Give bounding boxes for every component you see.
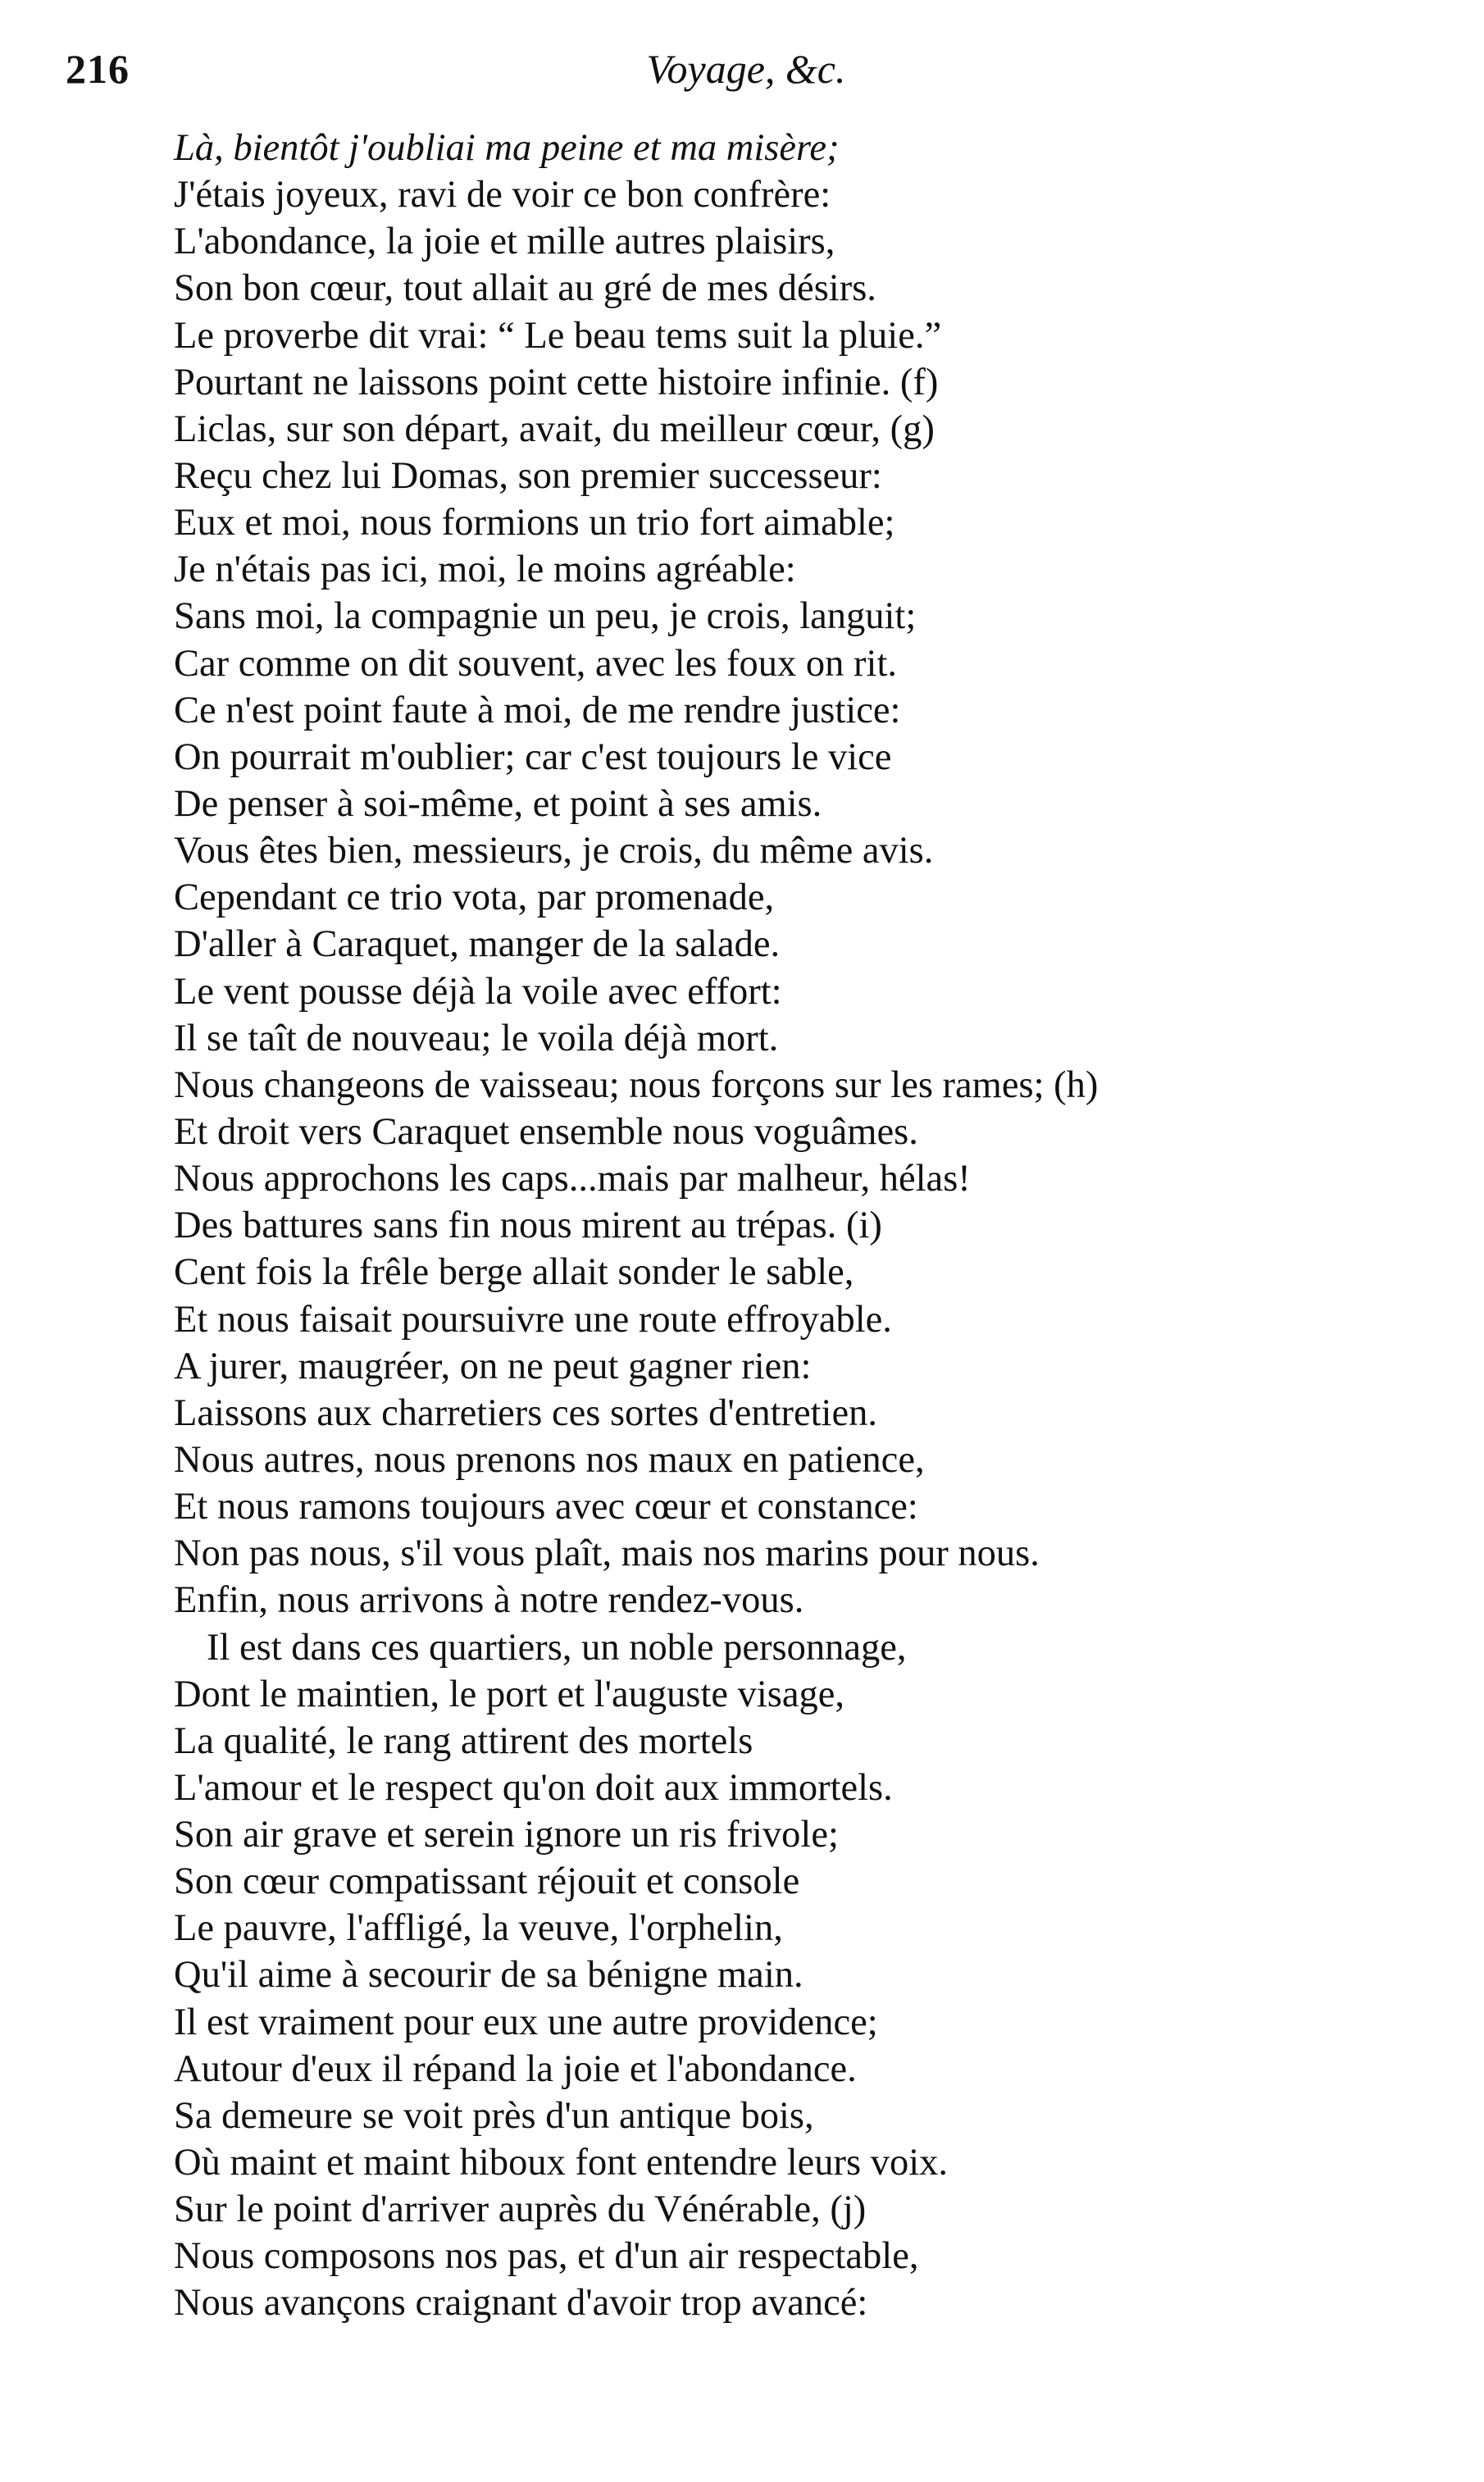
poem-line: Et droit vers Caraquet ensemble nous voguâmes. bbox=[174, 1110, 918, 1153]
poem-line: Laissons aux charretiers ces sortes d'entretien. bbox=[174, 1391, 877, 1434]
poem-line: Le proverbe dit vrai: “ Le beau tems suit la pluie.” bbox=[174, 314, 942, 357]
running-head: Voyage, &c. bbox=[646, 46, 846, 92]
poem-line: L'amour et le respect qu'on doit aux immortels. bbox=[174, 1766, 893, 1809]
poem-line: Sur le point d'arriver auprès du Vénérable, (j) bbox=[174, 2188, 867, 2231]
poem-line: Eux et moi, nous formions un trio fort aimable; bbox=[174, 502, 895, 544]
poem-line: Il se taît de nouveau; le voila déjà mort. bbox=[174, 1017, 779, 1059]
poem-line: Nous composons nos pas, et d'un air respectable, bbox=[174, 2235, 919, 2278]
poem-text bbox=[174, 125, 1387, 2327]
poem-line: Qu'il aime à secourir de sa bénigne main. bbox=[174, 1954, 803, 1997]
poem-line: Dont le maintien, le port et l'auguste visage, bbox=[174, 1673, 845, 1715]
poem-line: Ce n'est point faute à moi, de me rendre justice: bbox=[174, 689, 901, 731]
poem-line: A jurer, maugréer, on ne peut gagner rien: bbox=[174, 1345, 812, 1387]
poem-line: Nous changeons de vaisseau; nous forçons sur les rames; (h) bbox=[174, 1063, 1099, 1106]
poem-line: Et nous faisait poursuivre une route effroyable. bbox=[174, 1298, 892, 1341]
poem-line: D'aller à Caraquet, manger de la salade. bbox=[174, 923, 781, 966]
poem-line: Car comme on dit souvent, avec les foux on rit. bbox=[174, 642, 898, 685]
poem-line: Je n'étais pas ici, moi, le moins agréable: bbox=[174, 549, 796, 591]
poem-line: Sa demeure se voit près d'un antique bois, bbox=[174, 2094, 814, 2137]
poem-line: Son bon cœur, tout allait au gré de mes désirs. bbox=[174, 267, 876, 310]
poem-line: Nous autres, nous prenons nos maux en patience, bbox=[174, 1438, 925, 1481]
poem-line: L'abondance, la joie et mille autres plaisirs, bbox=[174, 221, 835, 263]
poem-line: Non pas nous, s'il vous plaît, mais nos marins pour nous. bbox=[174, 1532, 1040, 1575]
page-header bbox=[66, 45, 1427, 111]
poem-line: Le vent pousse déjà la voile avec effort: bbox=[174, 970, 782, 1013]
poem-line: On pourrait m'oublier; car c'est toujours le vice bbox=[174, 735, 892, 778]
poem-line: Le pauvre, l'affligé, la veuve, l'orphelin, bbox=[174, 1907, 783, 1950]
poem-line: Reçu chez lui Domas, son premier successeur: bbox=[174, 454, 882, 497]
poem-line: Liclas, sur son départ, avait, du meilleur cœur, (g) bbox=[174, 408, 935, 450]
poem-line: Il est vraiment pour eux une autre providence; bbox=[174, 2001, 878, 2043]
poem-line: Son cœur compatissant réjouit et console bbox=[174, 1860, 800, 1903]
poem-line: Enfin, nous arrivons à notre rendez-vous. bbox=[174, 1579, 804, 1622]
poem-line: Sans moi, la compagnie un peu, je crois, languit; bbox=[174, 595, 917, 638]
poem-line: Et nous ramons toujours avec cœur et constance: bbox=[174, 1486, 918, 1528]
poem-line: Autour d'eux il répand la joie et l'abondance. bbox=[174, 2047, 857, 2090]
page-number: 216 bbox=[66, 46, 130, 92]
poem-line: Là, bientôt j'oubliai ma peine et ma misère; bbox=[174, 127, 840, 169]
poem-line: Où maint et maint hiboux font entendre leurs voix. bbox=[174, 2142, 949, 2184]
poem-line: Nous avançons craignant d'avoir trop avancé: bbox=[174, 2282, 868, 2325]
poem-line: Vous êtes bien, messieurs, je crois, du même avis. bbox=[174, 830, 934, 872]
poem-line: Cent fois la frêle berge allait sonder le sable, bbox=[174, 1251, 854, 1294]
poem-line: Pourtant ne laissons point cette histoire infinie. (f) bbox=[174, 361, 939, 403]
poem-line: Cependant ce trio vota, par promenade, bbox=[174, 877, 775, 919]
poem-line: Il est dans ces quartiers, un noble personnage, bbox=[207, 1626, 907, 1669]
poem-line: Son air grave et serein ignore un ris frivole; bbox=[174, 1814, 839, 1856]
poem-line: Nous approchons les caps...mais par malheur, hélas! bbox=[174, 1158, 971, 1200]
poem-line: De penser à soi-même, et point à ses amis. bbox=[174, 782, 822, 825]
poem-line: Des battures sans fin nous mirent au trépas. (i) bbox=[174, 1205, 882, 1247]
poem-line: J'étais joyeux, ravi de voir ce bon confrère: bbox=[174, 174, 831, 216]
poem-line: La qualité, le rang attirent des mortels bbox=[174, 1719, 753, 1762]
